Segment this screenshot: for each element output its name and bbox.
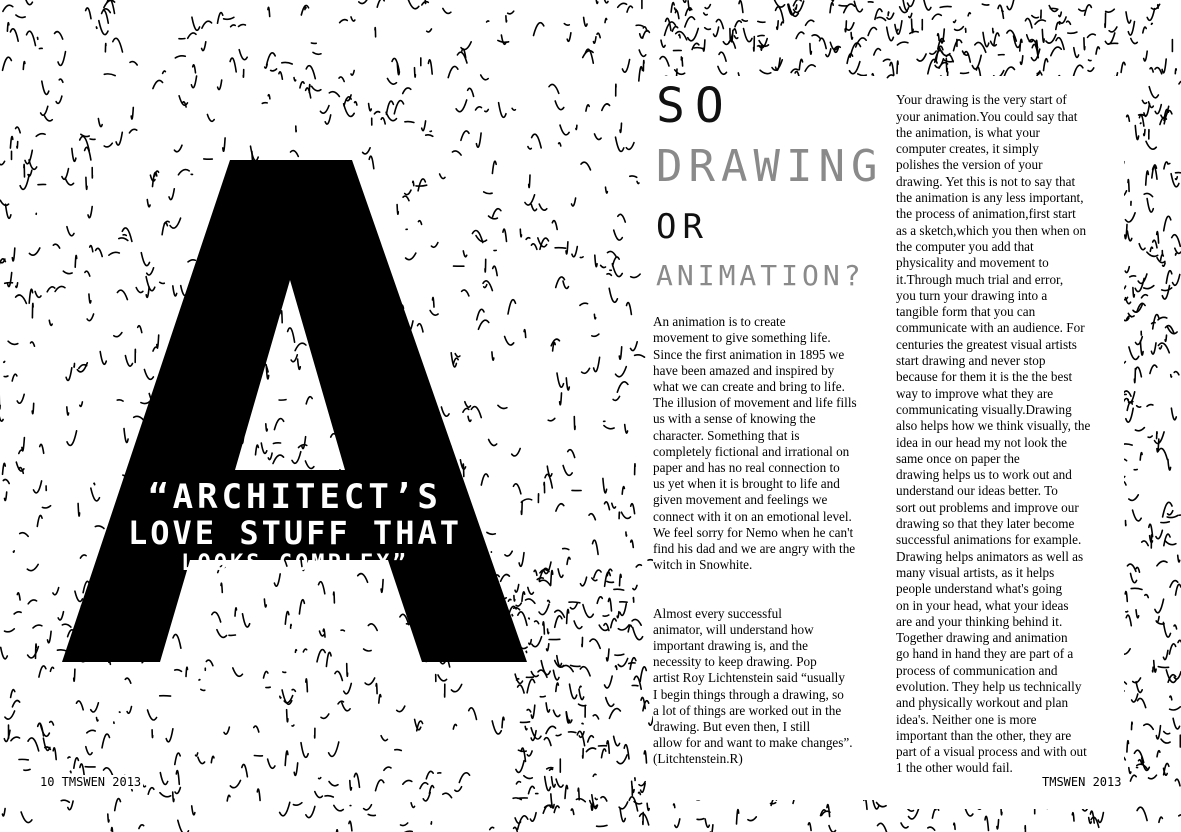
paragraph: Your drawing is the very start of your animation.You could say that the animation, is what your computer creates, it simply polishes the version of your drawing. Yet this is not to say that the animation is any less important, the process of animation,first start as a sketch,which you then when on the computer you add that physicality and movement to it.Through much trial and error, you turn your drawing into a tangible form that you can communicate with an audience. For centuries the greatest visual artists start drawing and never stop because for them it is the the best way to improve what they are communicating visually.Drawing also helps how we think visually, the idea in our head my not look the same once on paper the drawing helps us to work out and understand our ideas better. To sort out problems and improve our drawing so that they later become successful animations for example. Drawing helps animators as well as many visual artists, as it helps people understand what's going on in your head, what your ideas are and your thinking behind it. Together drawing and animation go hand in hand they are part of a process of communication and evolution. They help us technically and physically workout and plan idea's. Neither one is more important than the other, they are part of a visual process and with out 1 the other would fail. xyxy=(896,92,1091,776)
headline-word-or: OR xyxy=(656,207,709,247)
quote-line-3: LOOKS COMPLEX” xyxy=(181,551,409,576)
pull-quote xyxy=(95,478,495,578)
headline-word-animation: ANIMATION? xyxy=(656,259,865,292)
body-column-1 xyxy=(653,298,893,800)
right-page-folio: TMSWEN 2013 xyxy=(1042,775,1122,789)
left-page-folio: 10 TMSWEN 2013 xyxy=(40,775,142,789)
headline-word-so: SO xyxy=(656,78,734,134)
quote-line-1: “ARCHITECT’S xyxy=(148,477,442,517)
paragraph: An animation is to create movement to give something life. Since the first animation in 1895 we have been amazed and inspired by what we can create and bring to life. The illusion of movement and life fills us with a sense of knowing the character. Something that is completely fictional and irrational on paper and has no real connection to us yet when it is brought to life and given movement and feelings we connect with it on an emotional level. We feel sorry for Nemo when he can't find his dad and we are angry with the witch in Snowhite. xyxy=(653,314,857,573)
paragraph: Almost every successful animator, will understand how important drawing is, and the necessity to keep drawing. Pop artist Roy Lichtenstein said “usually I begin things through a drawing, so a lot of things are worked out in the drawing. But even then, I still allow for and want to make changes”. (Litchtenstein.R) xyxy=(653,605,853,767)
body-column-2 xyxy=(896,76,1124,809)
headline-word-drawing: DRAWING xyxy=(656,141,884,192)
quote-line-2: LOVE STUFF THAT xyxy=(128,514,462,552)
article-headline xyxy=(656,76,883,296)
